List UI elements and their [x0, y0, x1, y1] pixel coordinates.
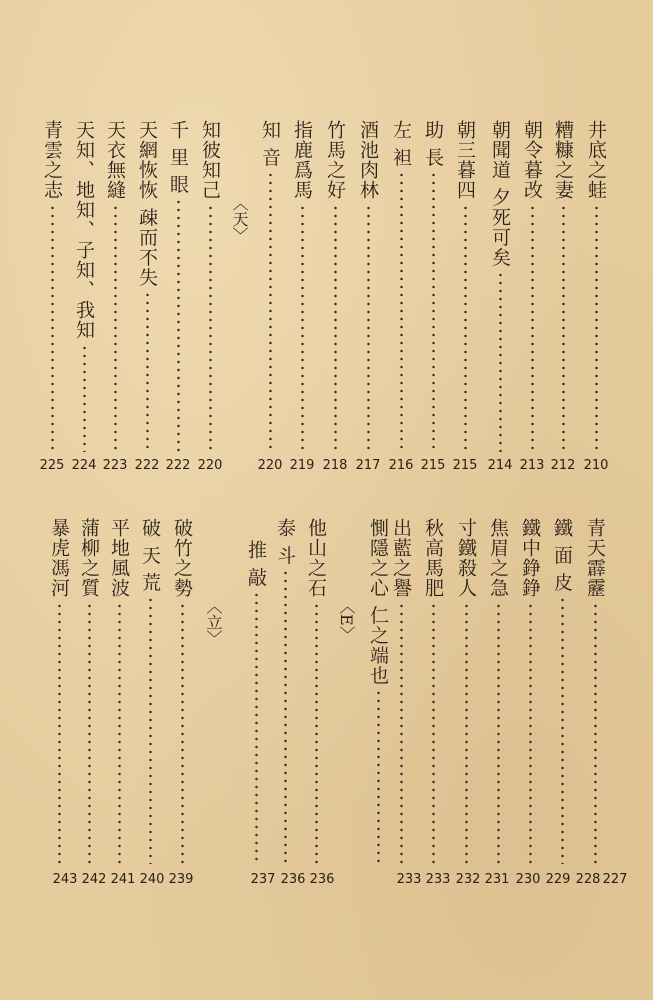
page-number: 222 [134, 458, 160, 473]
dot-leader [301, 204, 304, 452]
page-number: 228 [575, 872, 601, 887]
entry-bottom-12 [138, 518, 162, 870]
page-number: 237 [250, 872, 276, 887]
entry-top-10 [258, 120, 282, 458]
dot-leader [531, 204, 534, 452]
entry-top-6 [389, 120, 413, 458]
entry-bottom-10 [244, 540, 268, 870]
dot-leader [529, 602, 532, 864]
dot-leader [497, 602, 500, 864]
entry-term: 朝令暮改 [521, 120, 543, 200]
entry-term: 竹馬之好 [324, 120, 346, 200]
page-number: 212 [550, 458, 576, 473]
entry-term: 鐵 面 皮 [551, 518, 573, 593]
entry-top-8 [323, 120, 347, 458]
entry-term: 糟糠之妻 [552, 120, 574, 200]
page-number: 243 [52, 872, 78, 887]
entry-bottom-11 [170, 518, 194, 870]
entry-top-0 [584, 120, 608, 458]
page-number: 227 [602, 872, 628, 887]
page-number: 241 [110, 872, 136, 887]
page-number: 242 [81, 872, 107, 887]
entry-term: 千 里 眼 [167, 120, 189, 195]
section-marker-e: 〈E〉 [337, 598, 356, 642]
entry-bottom-13 [107, 518, 131, 870]
dot-leader [465, 602, 468, 864]
dot-leader [255, 591, 258, 864]
dot-leader [315, 602, 318, 864]
entry-term: 天衣無縫 [104, 120, 126, 200]
dot-leader [51, 204, 54, 452]
dot-leader [432, 171, 435, 452]
dot-leader [269, 171, 272, 452]
page-number: 217 [355, 458, 381, 473]
entry-top-12 [166, 120, 190, 458]
entry-term: 焦眉之急 [487, 518, 509, 598]
page-number: 210 [583, 458, 609, 473]
entry-top-2 [520, 120, 544, 458]
entry-term: 他山之石 [305, 518, 327, 598]
dot-leader [177, 198, 180, 452]
entry-bottom-0 [583, 518, 607, 870]
entry-bottom-8 [304, 518, 328, 870]
entry-term: 破竹之勢 [171, 518, 193, 598]
page-number: 218 [322, 458, 348, 473]
entry-term: 出藍之譽 [390, 518, 412, 598]
section-marker-tian: 〈天〉 [230, 195, 249, 243]
entry-term: 推 敲 [245, 540, 267, 588]
entry-term: 暴虎馮河 [48, 518, 70, 598]
page-number: 223 [102, 458, 128, 473]
entry-bottom-14 [77, 518, 101, 870]
page-number: 233 [396, 872, 422, 887]
dot-leader [114, 204, 117, 452]
dot-leader [209, 204, 212, 452]
page-number: 233 [425, 872, 451, 887]
dot-leader [594, 602, 597, 864]
entry-term: 天網恢恢 疎而不失 [136, 120, 158, 288]
dot-leader [499, 271, 502, 452]
entry-term: 秋高馬肥 [422, 518, 444, 598]
entry-bottom-4 [454, 518, 478, 870]
entry-top-16 [40, 120, 64, 458]
dot-leader [377, 689, 380, 864]
dot-leader [58, 602, 61, 864]
entry-term: 助 長 [422, 120, 444, 168]
entry-term: 寸鐵殺人 [455, 518, 477, 598]
page-number: 225 [39, 458, 65, 473]
page-number: 219 [289, 458, 315, 473]
dot-leader [149, 596, 152, 864]
page-number: 231 [484, 872, 510, 887]
page-number: 230 [515, 872, 541, 887]
entry-bottom-5 [421, 518, 445, 870]
page-number: 213 [519, 458, 545, 473]
entry-term: 井底之蛙 [585, 120, 607, 200]
dot-leader [400, 171, 403, 452]
entry-term: 知 音 [259, 120, 281, 168]
page-number: 229 [545, 872, 571, 887]
page-number: 240 [139, 872, 165, 887]
entry-term: 蒲柳之質 [78, 518, 100, 598]
entry-term: 天知、地知、子知、我知 [73, 120, 95, 340]
dot-leader [83, 344, 86, 452]
entry-top-13 [135, 120, 159, 458]
entry-term: 朝三暮四 [454, 120, 476, 200]
entry-term: 泰 斗 [274, 518, 296, 566]
entry-bottom-9 [273, 518, 297, 870]
entry-term: 青雲之志 [41, 120, 63, 200]
dot-leader [181, 602, 184, 864]
entry-term: 酒池肉林 [357, 120, 379, 200]
entry-top-14 [103, 120, 127, 458]
page-number: 215 [420, 458, 446, 473]
entry-top-5 [421, 120, 445, 458]
dot-leader [432, 602, 435, 864]
page-number: 224 [71, 458, 97, 473]
dot-leader [118, 602, 121, 864]
page-number: 215 [452, 458, 478, 473]
entry-term: 破 天 荒 [139, 518, 161, 593]
dot-leader [562, 204, 565, 452]
dot-leader [400, 602, 403, 864]
entry-term: 知彼知己 [199, 120, 221, 200]
entry-top-11 [198, 120, 222, 458]
page-number: 216 [388, 458, 414, 473]
dot-leader [561, 596, 564, 864]
dot-leader [595, 204, 598, 452]
entry-bottom-1 [550, 518, 574, 870]
entry-term: 左 袒 [390, 120, 412, 168]
entry-term: 指鹿爲馬 [291, 120, 313, 200]
entry-term: 平地風波 [108, 518, 130, 598]
page-number: 232 [455, 872, 481, 887]
page-number: 214 [487, 458, 513, 473]
entry-term: 鐵中錚錚 [519, 518, 541, 598]
page-number: 222 [165, 458, 191, 473]
entry-bottom-6 [389, 518, 413, 870]
entry-term: 惻隱之心 仁之端也 [367, 518, 389, 686]
dot-leader [334, 204, 337, 452]
page-number: 236 [309, 872, 335, 887]
dot-leader [464, 204, 467, 452]
page-number: 236 [280, 872, 306, 887]
entry-top-1 [551, 120, 575, 458]
entry-top-7 [356, 120, 380, 458]
entry-top-4 [453, 120, 477, 458]
page-number: 220 [197, 458, 223, 473]
entry-bottom-7 [366, 518, 390, 870]
entry-top-9 [290, 120, 314, 458]
dot-leader [367, 204, 370, 452]
entry-bottom-15 [47, 518, 71, 870]
section-marker-li: 〈立〉 [204, 598, 223, 646]
entry-bottom-3 [486, 518, 510, 870]
dot-leader [146, 291, 149, 452]
page-number: 239 [168, 872, 194, 887]
entry-term: 青天霹靂 [584, 518, 606, 598]
entry-bottom-2 [518, 518, 542, 870]
entry-top-15 [72, 120, 96, 458]
entry-top-3 [488, 120, 512, 458]
dot-leader [284, 569, 287, 864]
dot-leader [88, 602, 91, 864]
page-number: 220 [257, 458, 283, 473]
entry-term: 朝聞道 夕死可矣 [489, 120, 511, 268]
